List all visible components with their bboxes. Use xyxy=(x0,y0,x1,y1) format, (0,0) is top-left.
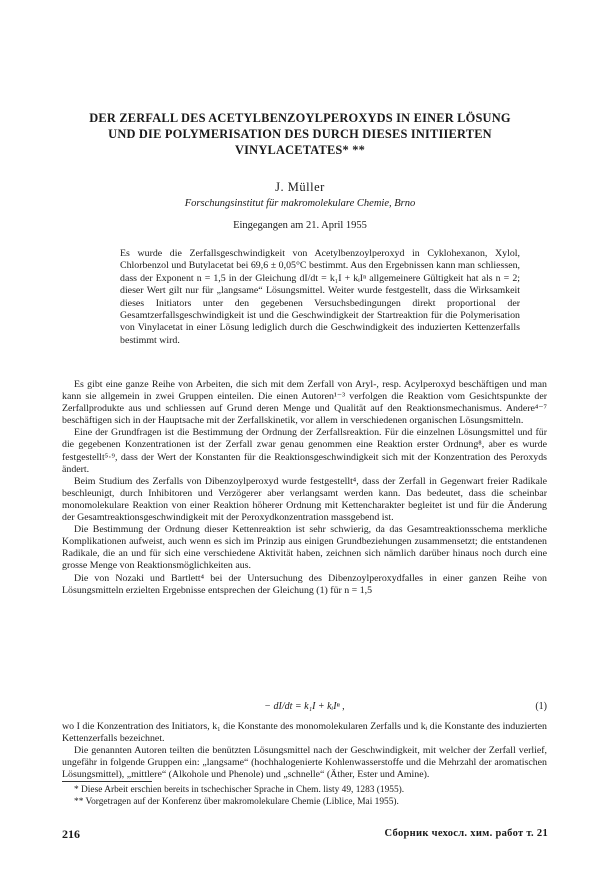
journal-footer: Сборник чехосл. хим. работ т. 21 xyxy=(384,828,548,839)
footnote-1: * Diese Arbeit erschien bereits in tschechischer Sprache in Chem. listy 49, 1283 (1955). xyxy=(74,785,405,795)
author-name: J. Müller xyxy=(275,180,325,194)
paragraph-4: Die Bestimmung der Ordnung dieser Kettenreaktion ist sehr schwierig, da das Gesamtreaktionsschema merkliche Komplikationen aufweist, auch wenn es sich im Prinzip aus einigen Grundbeziehungen zusammensetzt; die entstandenen Radikale, die an und für sich eine verschiedene Aktivität haben, zeichnen sich nämlich darüber hinaus noch durch eine grosse Menge von Reaktionsmöglichkeiten aus. xyxy=(62,524,547,572)
equation-number: (1) xyxy=(535,701,547,712)
paragraph-7: Die genannten Autoren teilten die benützten Lösungsmittel nach der Geschwindigkeit, mit welcher der Zerfall verlief, ungefähr in folgende Gruppen ein: „langsame“ (hochhalogenierte Kohlenwasserstoffe und die Mehrzahl der aromatischen Lösungsmittel), „mittlere“ (Alkohole und Phenole) und „schnelle“ (Äther, Ester und Amine). xyxy=(62,745,547,781)
footnote-divider xyxy=(62,781,152,782)
paragraph-2: Eine der Grundfragen ist die Bestimmung der Ordnung der Zerfallsreaktion. Für die einzelnen Lösungsmittel und für die gegebenen Konzentrationen ist der Zerfall zwar genau genommen eine Reaktion erster Ordnung⁸, aber es wurde festgestellt⁵·⁹, dass der Wert der Konstanten für die Reaktionsgeschwindigkeit sich mit der Konzentration des Peroxyds ändert. xyxy=(62,427,547,475)
paragraph-5: Die von Nozaki und Bartlett⁴ bei der Untersuchung des Dibenzoylperoxydfalles in einer ganzen Reihe von Lösungsmitteln erzielten Ergebnisse entsprechen der Gleichung (1) für n = 1,5 xyxy=(62,572,547,596)
footnote-2: ** Vorgetragen auf der Konferenz über makromolekulare Chemie (Liblice, Mai 1955). xyxy=(74,797,399,807)
page-number: 216 xyxy=(62,827,80,841)
title-line-1: DER ZERFALL DES ACETYLBENZOYLPEROXYDS IN EINER LÖSUNG xyxy=(89,111,511,125)
title-line-3: VINYLACETATES* ** xyxy=(235,143,365,157)
body-text-continued xyxy=(62,721,547,781)
equation-formula: − dI/dt = k₁I + kᵢIⁿ , xyxy=(264,701,345,712)
paragraph-3: Beim Studium des Zerfalls von Dibenzoylperoxyd wurde festgestellt⁴, dass der Zerfall in Gegenwart freier Radikale beschleunigt, durch Inhibitoren und Verzögerer aber verlangsamt werden kann. Das bedeutet, dass die scheinbar monomolekulare Reaktion von einer Reaktion höherer Ordnung mit Kettencharakter begleitet ist und für die Änderung der Gesamtreaktionsgeschwindigkeit mit der Peroxydkonzentration massgebend ist. xyxy=(62,475,547,524)
abstract: Es wurde die Zerfallsgeschwindigkeit von Acetylbenzoylperoxyd in Cyklohexanon, Xylol, Chlorbenzol und Butylacetat bei 69,6 ± 0,05°C bestimmt. Aus den Ergebnissen kann man schliessen, dass der Exponent n = 1,5 in der Gleichung dI/dt = k₁I + kᵢIⁿ allgemeinere Gültigkeit hat als n = 2; dieser Wert gilt nur für „langsame“ Lösungsmittel. Weiter wurde festgestellt, dass die Wirksamkeit dieses Initiators unter den gegebenen Versuchsbedingungen direkt proportional der Gesamtzerfallsgeschwindigkeit ist und die Geschwindigkeit der Startreaktion für die Polymerisation von Vinylacetat in einer Lösung lediglich durch die Geschwindigkeit des induzierten Kettenzerfalls bestimmt wird. xyxy=(120,248,520,346)
body-text xyxy=(62,379,547,597)
received-date: Eingegangen am 21. April 1955 xyxy=(233,220,367,231)
footnotes xyxy=(62,784,547,808)
article-title xyxy=(40,110,560,158)
paragraph-6: wo I die Konzentration des Initiators, k₁ die Konstante des monomolekularen Zerfalls und kᵢ die Konstante des induzierten Kettenzerfalls bezeichnet. xyxy=(62,721,547,745)
title-line-2: UND DIE POLYMERISATION DES DURCH DIESES INITIIERTEN xyxy=(108,127,492,141)
paragraph-1: Es gibt eine ganze Reihe von Arbeiten, die sich mit dem Zerfall von Aryl-, resp. Acylperoxyd beschäftigen und man kann sie allgemein in zwei Gruppen einteilen. Die einen Autoren¹⁻³ verfolgen die Reaktion vom Gesichtspunkte der Zerfallprodukte aus und schliessen auf Grund deren Menge und Qualität auf den Reaktionsmechanismus. Andere⁴⁻⁷ beschäftigen sich in der Hauptsache mit der Zerfallskinetik, vor allem in verschiedenen organischen Lösungsmitteln. xyxy=(62,379,547,427)
equation-1 xyxy=(62,701,547,715)
author-affiliation: Forschungsinstitut für makromolekulare Chemie, Brno xyxy=(184,198,416,209)
